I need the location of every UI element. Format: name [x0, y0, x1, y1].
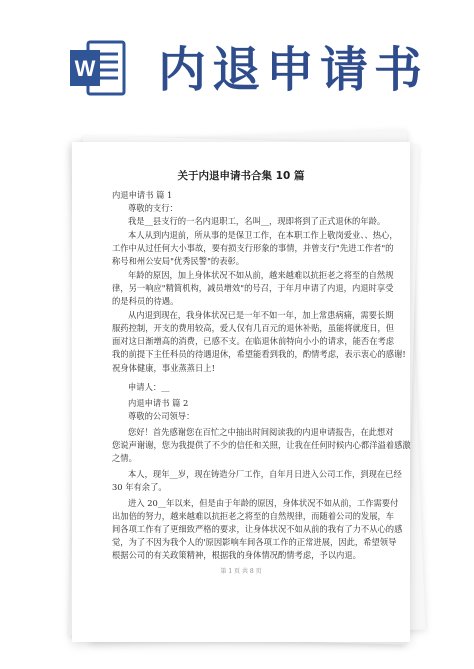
body-line: 从内退到现在，我身体状况已是一年不如一年，加上常患病痛，需要长期	[128, 310, 394, 320]
body-line: 祝身体健康，事业蒸蒸日上!	[112, 363, 215, 373]
body-line: 觉，为了不因为我个人的'原因影响车间各项工作的正常进展，因此，希望领导	[112, 537, 397, 547]
body-line: 本人从到内退前，所从事的是保卫工作，在本职工作上敬岗爱业、、热心，	[128, 230, 398, 240]
banner	[0, 0, 474, 150]
body-line: 我是__县支行的一名内退职工，名叫__，现即将到了正式退休的年龄。	[128, 216, 386, 226]
banner-title: 内退申请书	[158, 42, 429, 98]
body-line: 本人，现年__岁，现在铸造分厂工作，自年月日进入公司工作，到现在已经	[128, 469, 402, 479]
body-line: 的是科员的待遇。	[112, 296, 179, 306]
body-line: 30 年有余了。	[112, 482, 167, 492]
section-heading-2: 内退申请书 篇 2	[128, 398, 189, 408]
body-line: 您好！首先感谢您在百忙之中抽出时间阅读我的内退申请报告，在此想对	[128, 427, 394, 437]
body-line: 称号和州公安局"优秀民警"的表彰。	[112, 256, 245, 266]
body-line: 之情。	[112, 453, 137, 463]
body-line: 服药控制，开支的费用较高，爱人仅有几百元的退休补贴，虽能将就度日，但	[112, 323, 395, 333]
word-icon-letter: W	[74, 56, 96, 81]
salutation-1: 尊敬的支行：	[128, 203, 178, 213]
body-line: 我的前提下主任科员的待遇退休，希望能看到我的，酌情考虑，表示衷心的感谢!	[112, 349, 406, 359]
page-number: 第 1 页 共 8 页	[220, 568, 262, 575]
body-line: 间各项工作有了更细致严格的要求，让身体状况不如从前的我有了力不从心的感	[112, 524, 403, 534]
body-line: 律，另一响应"精简机构，减员增效"的号召，于年月申请了内退，内退时享受	[112, 283, 394, 293]
body-line: 您说声谢谢，您为我提供了不少的信任和关照，让我在任何时候内心都洋溢着感激	[112, 440, 411, 450]
section-heading-1: 内退申请书 篇 1	[112, 190, 173, 200]
body-line: 工作中从过任何大小事故，要有损支行形象的事情，并曾支行"先进工作者"的	[112, 243, 394, 253]
signature-line: 申请人：__	[128, 382, 170, 392]
body-line: 面对这日渐增高的消费，已感不支。在临退休前特向小小的请求，能否在考虑	[112, 336, 395, 346]
body-line: 进入 20__年以来，但是由于年龄的原因，身体状况不如从前，工作需要付	[128, 498, 399, 508]
body-line: 年龄的原因，加上身体状况不如从前，越来越难以抗拒老之将至的自然规	[128, 270, 394, 280]
word-document-icon	[66, 36, 130, 100]
salutation-2: 尊敬的公司领导：	[128, 411, 195, 421]
document-title: 关于内退申请书合集 10 篇	[177, 170, 305, 182]
document-page	[72, 142, 410, 642]
body-line: 根据公司的有关政策精神，根据我的身体情况酌情考虑，予以内退。	[112, 550, 361, 560]
body-line: 出加倍的努力，越来越难以抗拒老之将至的自然规律，而随着公司的发展，车	[112, 511, 395, 521]
